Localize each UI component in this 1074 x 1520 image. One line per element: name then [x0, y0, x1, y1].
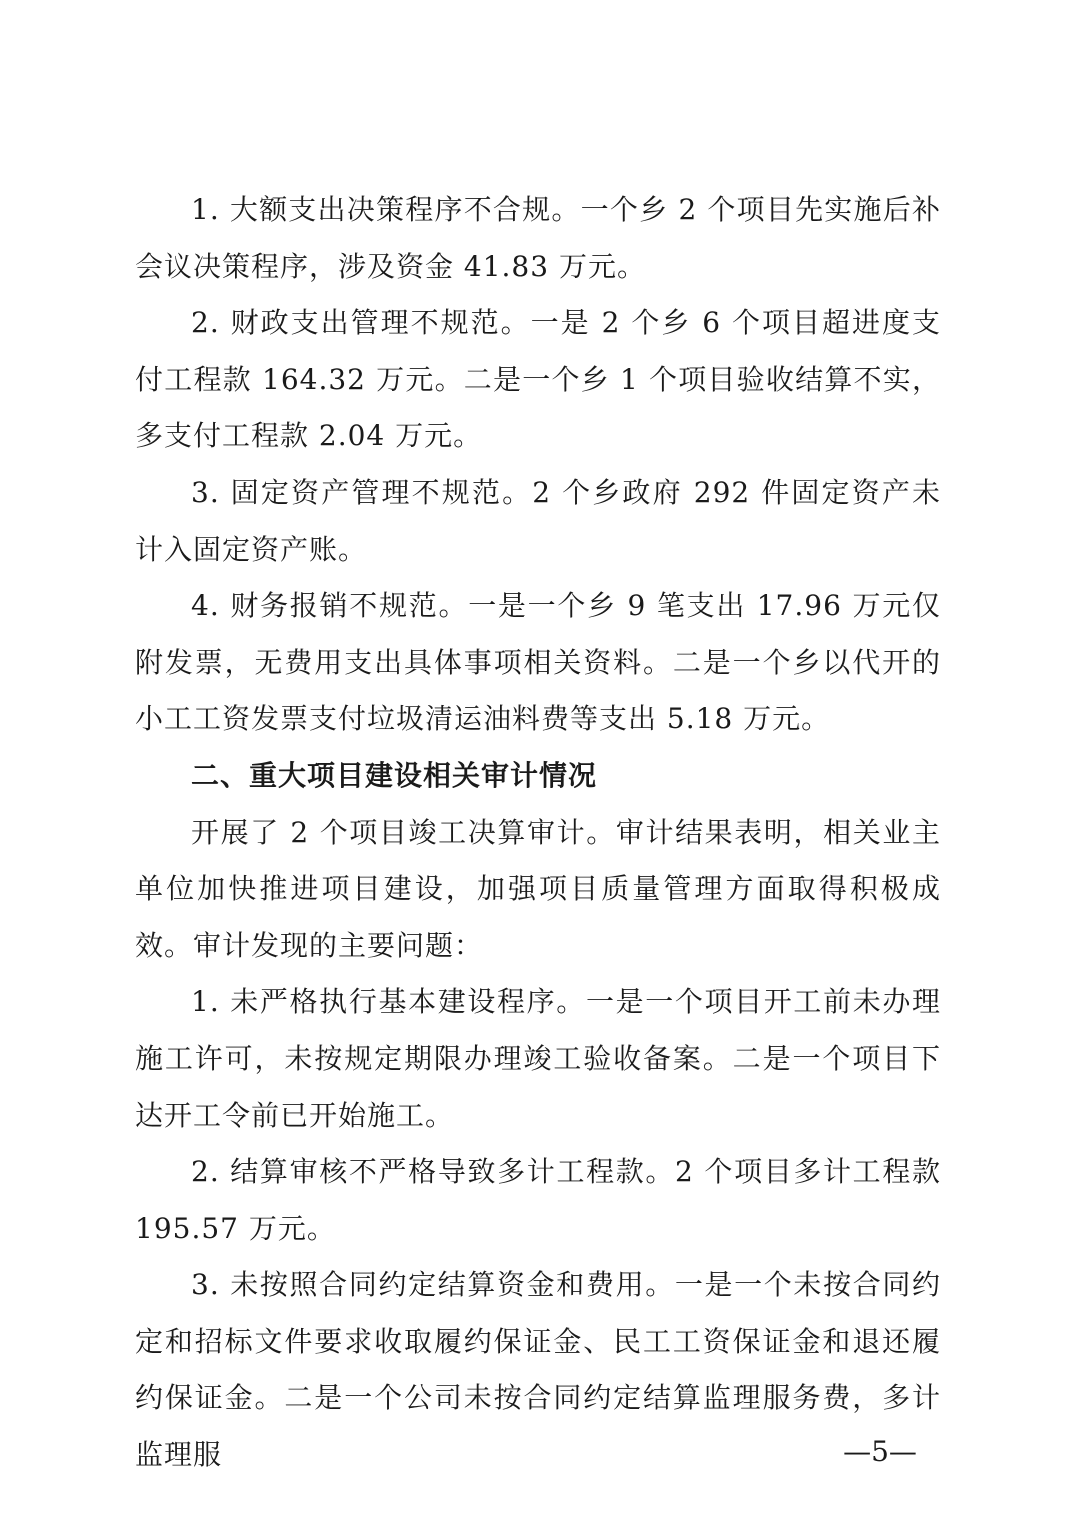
paragraph-financial-reimbursement: 4. 财务报销不规范。一是一个乡 9 笔支出 17.96 万元仅附发票，无费用支出具体事项相关资料。二是一个乡以代开的小工工资发票支付垃圾清运油料费等支出 5.18 万元。 [135, 589, 941, 736]
paragraph-construction-procedure: 1. 未严格执行基本建设程序。一是一个项目开工前未办理施工许可，未按规定期限办理竣工验收备案。二是一个项目下达开工令前已开始施工。 [135, 985, 941, 1132]
document-body [135, 182, 941, 1484]
paragraph-fiscal-expenditure-management: 2. 财政支出管理不规范。一是 2 个乡 6 个项目超进度支付工程款 164.32 万元。二是一个乡 1 个项目验收结算不实，多支付工程款 2.04 万元。 [135, 306, 941, 453]
paragraph-contract-settlement: 3. 未按照合同约定结算资金和费用。一是一个未按合同约定和招标文件要求收取履约保证金、民工工资保证金和退还履约保证金。二是一个公司未按合同约定结算监理服务费，多计监理服 [135, 1268, 941, 1472]
paragraph-large-expenditure-decision: 1. 大额支出决策程序不合规。一个乡 2 个项目先实施后补会议决策程序，涉及资金 41.83 万元。 [135, 193, 941, 283]
page-number: —5— [843, 1435, 917, 1468]
paragraph-settlement-review: 2. 结算审核不严格导致多计工程款。2 个项目多计工程款 195.57 万元。 [135, 1155, 941, 1245]
section-heading-major-projects: 二、重大项目建设相关审计情况 [191, 758, 598, 792]
paragraph-fixed-asset-management: 3. 固定资产管理不规范。2 个乡政府 292 件固定资产未计入固定资产账。 [135, 475, 941, 566]
paragraph-project-audit-summary: 开展了 2 个项目竣工决算审计。审计结果表明，相关业主单位加快推进项目建设，加强项目质量管理方面取得积极成效。审计发现的主要问题： [135, 815, 941, 962]
